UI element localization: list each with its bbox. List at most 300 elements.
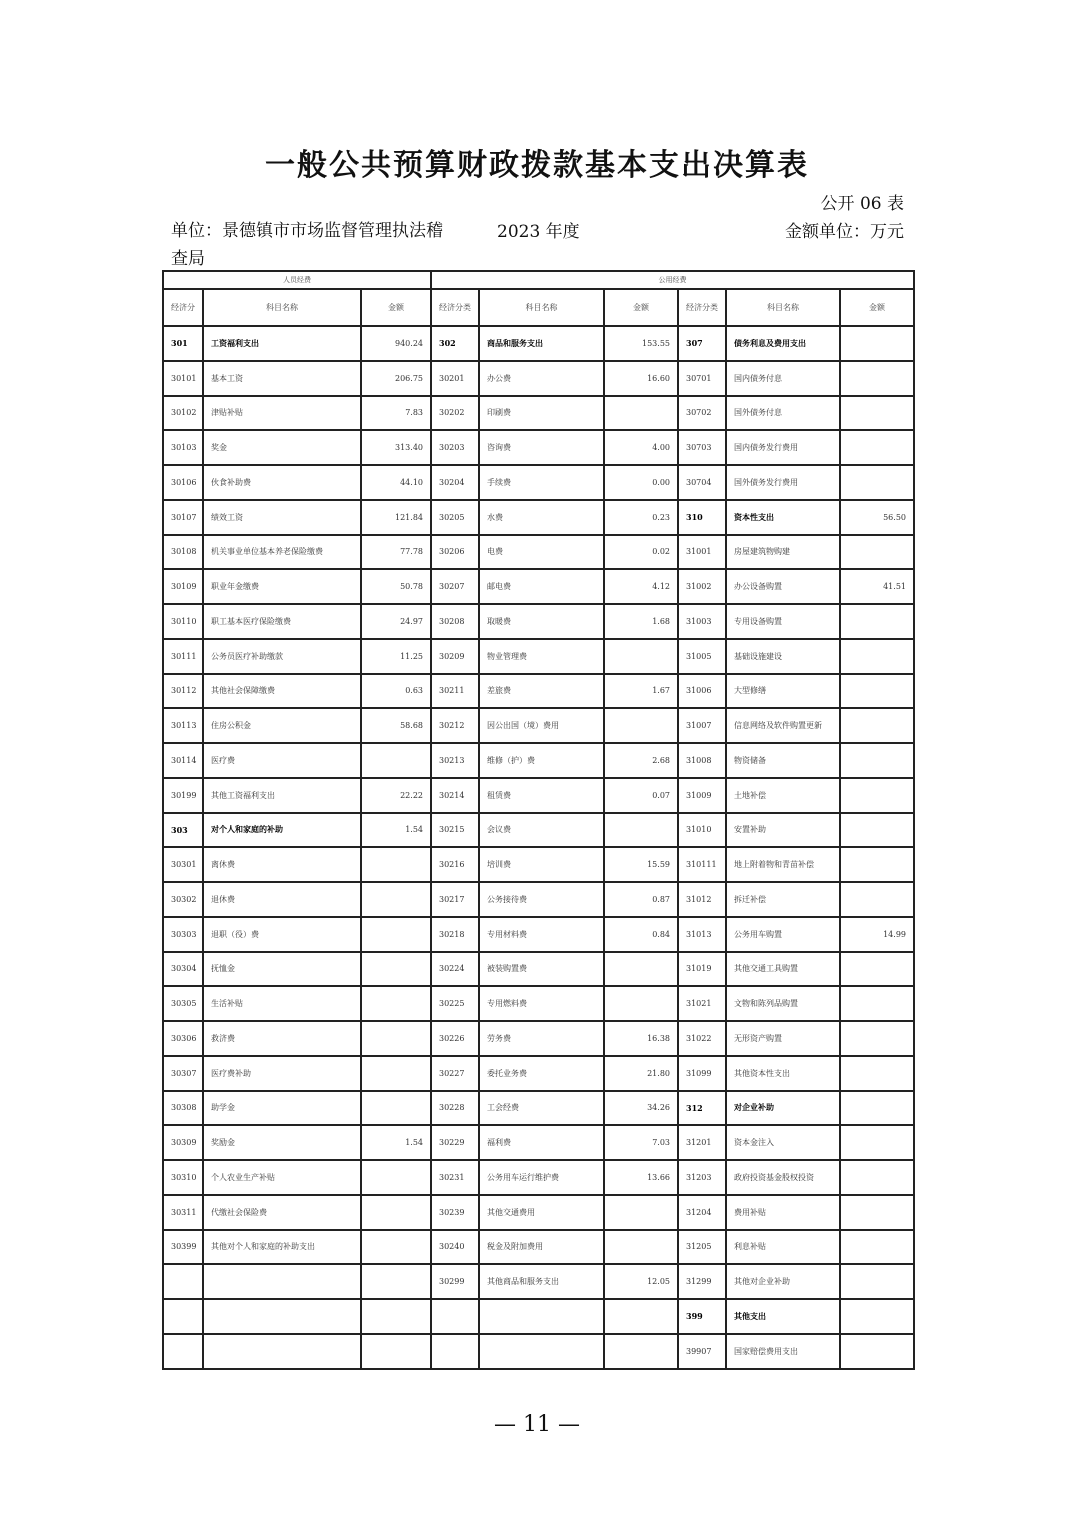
code-cell: 31204	[678, 1195, 726, 1230]
name-cell: 职业年金缴费	[203, 569, 361, 604]
code-cell: 30211	[431, 674, 479, 709]
amount-cell	[361, 743, 431, 778]
amount-cell: 56.50	[840, 500, 914, 535]
name-cell: 其他支出	[726, 1299, 840, 1334]
code-cell: 30199	[163, 778, 203, 813]
name-cell: 其他工资福利支出	[203, 778, 361, 813]
name-cell: 生活补贴	[203, 986, 361, 1021]
name-cell: 手续费	[479, 465, 604, 500]
name-cell: 物业管理费	[479, 639, 604, 674]
group-header-row	[163, 271, 914, 289]
amount-cell	[840, 1091, 914, 1126]
name-cell: 工会经费	[479, 1091, 604, 1126]
amount-cell	[604, 1334, 678, 1369]
amount-cell	[361, 1195, 431, 1230]
code-cell: 30226	[431, 1021, 479, 1056]
name-cell: 救济费	[203, 1021, 361, 1056]
amount-cell: 940.24	[361, 326, 431, 361]
code-cell: 31201	[678, 1125, 726, 1160]
name-cell: 拆迁补偿	[726, 882, 840, 917]
table-row	[163, 1056, 914, 1091]
amount-cell	[840, 1334, 914, 1369]
name-cell: 专用燃料费	[479, 986, 604, 1021]
amount-cell	[604, 1195, 678, 1230]
code-cell: 31019	[678, 952, 726, 987]
code-cell: 30701	[678, 361, 726, 396]
code-cell: 31007	[678, 708, 726, 743]
amount-cell: 0.63	[361, 674, 431, 709]
amount-cell: 14.99	[840, 917, 914, 952]
header-cell: 经济分类	[431, 289, 479, 326]
name-cell: 医疗费补助	[203, 1056, 361, 1091]
name-cell: 水费	[479, 500, 604, 535]
amount-cell	[361, 882, 431, 917]
name-cell: 劳务费	[479, 1021, 604, 1056]
amount-cell	[361, 847, 431, 882]
code-cell: 31003	[678, 604, 726, 639]
code-cell: 301	[163, 326, 203, 361]
code-cell: 30202	[431, 396, 479, 431]
name-cell: 机关事业单位基本养老保险缴费	[203, 535, 361, 570]
name-cell: 国内债务发行费用	[726, 430, 840, 465]
amount-cell	[604, 952, 678, 987]
name-cell: 对个人和家庭的补助	[203, 813, 361, 848]
name-cell: 差旅费	[479, 674, 604, 709]
amount-cell	[840, 1056, 914, 1091]
unit-label: 单位：景德镇市市场监督管理执法稽查局	[171, 221, 443, 269]
code-cell	[431, 1299, 479, 1334]
name-cell: 其他交通工具购置	[726, 952, 840, 987]
table-row	[163, 1160, 914, 1195]
header-cell: 经济分类	[678, 289, 726, 326]
code-cell: 30201	[431, 361, 479, 396]
name-cell: 奖励金	[203, 1125, 361, 1160]
code-cell: 30305	[163, 986, 203, 1021]
name-cell	[479, 1299, 604, 1334]
table-row	[163, 1125, 914, 1160]
amount-cell: 7.03	[604, 1125, 678, 1160]
amount-cell: 58.68	[361, 708, 431, 743]
name-cell: 债务利息及费用支出	[726, 326, 840, 361]
code-cell: 30212	[431, 708, 479, 743]
code-cell	[431, 1334, 479, 1369]
name-cell: 离休费	[203, 847, 361, 882]
name-cell: 办公设备购置	[726, 569, 840, 604]
amount-cell	[361, 917, 431, 952]
code-cell: 30229	[431, 1125, 479, 1160]
amount-cell	[840, 708, 914, 743]
amount-cell: 1.67	[604, 674, 678, 709]
amount-cell: 15.59	[604, 847, 678, 882]
amount-cell	[840, 535, 914, 570]
header-cell: 金额	[361, 289, 431, 326]
code-cell: 31205	[678, 1230, 726, 1265]
code-cell: 30228	[431, 1091, 479, 1126]
name-cell: 其他社会保障缴费	[203, 674, 361, 709]
code-cell: 30311	[163, 1195, 203, 1230]
name-cell: 资本性支出	[726, 500, 840, 535]
code-cell: 302	[431, 326, 479, 361]
table-row	[163, 674, 914, 709]
table-row	[163, 535, 914, 570]
header-cell: 经济分	[163, 289, 203, 326]
code-cell	[163, 1299, 203, 1334]
name-cell: 被装购置费	[479, 952, 604, 987]
table-row	[163, 326, 914, 361]
amount-cell	[604, 639, 678, 674]
amount-cell	[604, 1230, 678, 1265]
name-cell: 安置补助	[726, 813, 840, 848]
table-row	[163, 1334, 914, 1369]
code-cell: 30240	[431, 1230, 479, 1265]
code-cell: 30224	[431, 952, 479, 987]
amount-cell	[840, 1230, 914, 1265]
name-cell: 邮电费	[479, 569, 604, 604]
name-cell: 对企业补助	[726, 1091, 840, 1126]
code-cell: 30108	[163, 535, 203, 570]
name-cell: 取暖费	[479, 604, 604, 639]
code-cell: 310111	[678, 847, 726, 882]
table-row	[163, 430, 914, 465]
amount-cell: 41.51	[840, 569, 914, 604]
form-number: 公开 06 表	[820, 194, 904, 214]
amount-cell: 4.00	[604, 430, 678, 465]
amount-cell	[840, 986, 914, 1021]
amount-cell: 0.87	[604, 882, 678, 917]
amount-cell	[840, 361, 914, 396]
name-cell: 会议费	[479, 813, 604, 848]
code-cell: 30306	[163, 1021, 203, 1056]
code-cell: 30213	[431, 743, 479, 778]
code-cell: 31203	[678, 1160, 726, 1195]
amount-cell: 0.84	[604, 917, 678, 952]
amount-cell	[840, 1021, 914, 1056]
code-cell: 30302	[163, 882, 203, 917]
code-cell: 31005	[678, 639, 726, 674]
table-row	[163, 639, 914, 674]
table-row	[163, 743, 914, 778]
table-row	[163, 1299, 914, 1334]
amount-cell: 1.68	[604, 604, 678, 639]
amount-cell: 7.83	[361, 396, 431, 431]
amount-cell	[361, 952, 431, 987]
code-cell: 30214	[431, 778, 479, 813]
name-cell: 工资福利支出	[203, 326, 361, 361]
amount-cell	[361, 986, 431, 1021]
name-cell: 信息网络及软件购置更新	[726, 708, 840, 743]
amount-cell: 13.66	[604, 1160, 678, 1195]
code-cell: 312	[678, 1091, 726, 1126]
amount-cell: 24.97	[361, 604, 431, 639]
year-label: 2023 年度	[497, 222, 580, 242]
amount-cell	[604, 708, 678, 743]
table-row	[163, 1230, 914, 1265]
name-cell: 国外债务付息	[726, 396, 840, 431]
amount-cell	[840, 1299, 914, 1334]
table-row	[163, 847, 914, 882]
code-cell: 30107	[163, 500, 203, 535]
amount-cell	[361, 1091, 431, 1126]
amount-cell: 12.05	[604, 1264, 678, 1299]
table-row	[163, 813, 914, 848]
name-cell: 其他交通费用	[479, 1195, 604, 1230]
amount-cell: 50.78	[361, 569, 431, 604]
amount-cell: 2.68	[604, 743, 678, 778]
table-row	[163, 465, 914, 500]
code-cell: 399	[678, 1299, 726, 1334]
amount-cell	[604, 396, 678, 431]
code-cell: 30231	[431, 1160, 479, 1195]
name-cell: 住房公积金	[203, 708, 361, 743]
code-cell: 31008	[678, 743, 726, 778]
name-cell	[203, 1334, 361, 1369]
header-cell: 科目名称	[479, 289, 604, 326]
code-cell: 30307	[163, 1056, 203, 1091]
amount-cell	[840, 639, 914, 674]
amount-cell: 121.84	[361, 500, 431, 535]
table-row	[163, 396, 914, 431]
code-cell: 30209	[431, 639, 479, 674]
amount-cell: 0.02	[604, 535, 678, 570]
code-cell: 30225	[431, 986, 479, 1021]
code-cell: 30310	[163, 1160, 203, 1195]
amount-cell: 4.12	[604, 569, 678, 604]
code-cell: 30205	[431, 500, 479, 535]
code-cell: 30304	[163, 952, 203, 987]
header-cell: 科目名称	[203, 289, 361, 326]
name-cell: 公务员医疗补助缴款	[203, 639, 361, 674]
code-cell: 31010	[678, 813, 726, 848]
table-row	[163, 1264, 914, 1299]
code-cell: 30109	[163, 569, 203, 604]
amount-cell	[361, 1264, 431, 1299]
group-public: 公用经费	[431, 271, 914, 289]
code-cell: 30702	[678, 396, 726, 431]
amount-cell: 1.54	[361, 1125, 431, 1160]
header-cell: 金额	[840, 289, 914, 326]
table-row	[163, 1195, 914, 1230]
table-row	[163, 882, 914, 917]
name-cell: 电费	[479, 535, 604, 570]
table-row	[163, 361, 914, 396]
amount-cell	[840, 465, 914, 500]
code-cell: 31009	[678, 778, 726, 813]
name-cell: 退休费	[203, 882, 361, 917]
code-cell: 30704	[678, 465, 726, 500]
header-cell: 科目名称	[726, 289, 840, 326]
name-cell: 退职（役）费	[203, 917, 361, 952]
code-cell: 30399	[163, 1230, 203, 1265]
amount-cell: 0.23	[604, 500, 678, 535]
page-title: 一般公共预算财政拨款基本支出决算表	[265, 148, 809, 183]
name-cell: 公务用车运行维护费	[479, 1160, 604, 1195]
code-cell: 30112	[163, 674, 203, 709]
amount-cell: 34.26	[604, 1091, 678, 1126]
amount-cell	[840, 1264, 914, 1299]
amount-cell	[840, 430, 914, 465]
code-cell	[163, 1264, 203, 1299]
code-cell: 31006	[678, 674, 726, 709]
amount-cell: 153.55	[604, 326, 678, 361]
name-cell: 土地补偿	[726, 778, 840, 813]
name-cell: 政府投资基金股权投资	[726, 1160, 840, 1195]
name-cell	[479, 1334, 604, 1369]
amount-cell	[840, 1160, 914, 1195]
code-cell: 310	[678, 500, 726, 535]
table-row	[163, 986, 914, 1021]
code-cell: 30106	[163, 465, 203, 500]
amount-cell: 206.75	[361, 361, 431, 396]
code-cell: 31001	[678, 535, 726, 570]
amount-cell	[840, 882, 914, 917]
name-cell: 代缴社会保险费	[203, 1195, 361, 1230]
table-row	[163, 708, 914, 743]
amount-cell	[840, 674, 914, 709]
name-cell: 因公出国（境）费用	[479, 708, 604, 743]
amount-cell: 313.40	[361, 430, 431, 465]
code-cell: 30102	[163, 396, 203, 431]
header-cell: 金额	[604, 289, 678, 326]
name-cell: 助学金	[203, 1091, 361, 1126]
amount-cell	[840, 396, 914, 431]
money-unit-label: 金额单位：万元	[785, 222, 904, 242]
code-cell: 30217	[431, 882, 479, 917]
name-cell: 绩效工资	[203, 500, 361, 535]
name-cell: 个人农业生产补贴	[203, 1160, 361, 1195]
amount-cell: 1.54	[361, 813, 431, 848]
table-row	[163, 1091, 914, 1126]
code-cell: 30114	[163, 743, 203, 778]
name-cell: 福利费	[479, 1125, 604, 1160]
code-cell: 30239	[431, 1195, 479, 1230]
name-cell: 咨询费	[479, 430, 604, 465]
code-cell: 39907	[678, 1334, 726, 1369]
table-row	[163, 1021, 914, 1056]
name-cell: 租赁费	[479, 778, 604, 813]
amount-cell: 11.25	[361, 639, 431, 674]
name-cell: 抚恤金	[203, 952, 361, 987]
amount-cell	[361, 1299, 431, 1334]
code-cell: 303	[163, 813, 203, 848]
name-cell	[203, 1264, 361, 1299]
name-cell: 费用补贴	[726, 1195, 840, 1230]
name-cell: 文物和陈列品购置	[726, 986, 840, 1021]
amount-cell	[361, 1230, 431, 1265]
code-cell: 30101	[163, 361, 203, 396]
amount-cell: 0.00	[604, 465, 678, 500]
amount-cell	[361, 1334, 431, 1369]
name-cell: 基础设施建设	[726, 639, 840, 674]
name-cell: 大型修缮	[726, 674, 840, 709]
amount-cell	[840, 847, 914, 882]
amount-cell	[840, 813, 914, 848]
code-cell: 31022	[678, 1021, 726, 1056]
name-cell: 办公费	[479, 361, 604, 396]
code-cell: 30299	[431, 1264, 479, 1299]
name-cell: 物资储备	[726, 743, 840, 778]
code-cell: 31012	[678, 882, 726, 917]
code-cell: 30216	[431, 847, 479, 882]
table-row	[163, 569, 914, 604]
amount-cell	[840, 326, 914, 361]
name-cell: 国家赔偿费用支出	[726, 1334, 840, 1369]
table-row	[163, 952, 914, 987]
code-cell: 30207	[431, 569, 479, 604]
amount-cell	[840, 1195, 914, 1230]
name-cell: 其他对企业补助	[726, 1264, 840, 1299]
table-row	[163, 604, 914, 639]
code-cell: 31099	[678, 1056, 726, 1091]
name-cell: 房屋建筑物购建	[726, 535, 840, 570]
expenditure-table	[162, 270, 915, 1370]
code-cell: 30227	[431, 1056, 479, 1091]
code-cell: 31002	[678, 569, 726, 604]
name-cell: 印刷费	[479, 396, 604, 431]
code-cell: 30303	[163, 917, 203, 952]
name-cell: 公务用车购置	[726, 917, 840, 952]
name-cell: 奖金	[203, 430, 361, 465]
name-cell: 津贴补贴	[203, 396, 361, 431]
code-cell: 30309	[163, 1125, 203, 1160]
code-cell: 30218	[431, 917, 479, 952]
code-cell	[163, 1334, 203, 1369]
amount-cell	[361, 1021, 431, 1056]
name-cell: 维修（护）费	[479, 743, 604, 778]
name-cell: 利息补贴	[726, 1230, 840, 1265]
name-cell: 税金及附加费用	[479, 1230, 604, 1265]
name-cell: 伙食补助费	[203, 465, 361, 500]
amount-cell	[840, 604, 914, 639]
amount-cell	[840, 952, 914, 987]
amount-cell: 16.38	[604, 1021, 678, 1056]
amount-cell	[604, 986, 678, 1021]
amount-cell: 77.78	[361, 535, 431, 570]
code-cell: 30203	[431, 430, 479, 465]
code-cell: 31013	[678, 917, 726, 952]
name-cell: 培训费	[479, 847, 604, 882]
code-cell: 30215	[431, 813, 479, 848]
name-cell: 公务接待费	[479, 882, 604, 917]
name-cell: 其他商品和服务支出	[479, 1264, 604, 1299]
amount-cell: 44.10	[361, 465, 431, 500]
page-number: — 11 —	[494, 1412, 580, 1437]
name-cell: 国内债务付息	[726, 361, 840, 396]
amount-cell	[840, 1125, 914, 1160]
name-cell: 资本金注入	[726, 1125, 840, 1160]
amount-cell: 21.80	[604, 1056, 678, 1091]
code-cell: 307	[678, 326, 726, 361]
amount-cell	[361, 1056, 431, 1091]
code-cell: 31021	[678, 986, 726, 1021]
table-row	[163, 500, 914, 535]
name-cell: 专用设备购置	[726, 604, 840, 639]
group-personnel: 人员经费	[163, 271, 431, 289]
name-cell: 医疗费	[203, 743, 361, 778]
amount-cell: 22.22	[361, 778, 431, 813]
name-cell	[203, 1299, 361, 1334]
code-cell: 31299	[678, 1264, 726, 1299]
name-cell: 其他资本性支出	[726, 1056, 840, 1091]
table-row	[163, 778, 914, 813]
code-cell: 30208	[431, 604, 479, 639]
name-cell: 地上附着物和青苗补偿	[726, 847, 840, 882]
code-cell: 30110	[163, 604, 203, 639]
amount-cell	[604, 1299, 678, 1334]
code-cell: 30206	[431, 535, 479, 570]
name-cell: 专用材料费	[479, 917, 604, 952]
amount-cell	[840, 778, 914, 813]
amount-cell: 16.60	[604, 361, 678, 396]
